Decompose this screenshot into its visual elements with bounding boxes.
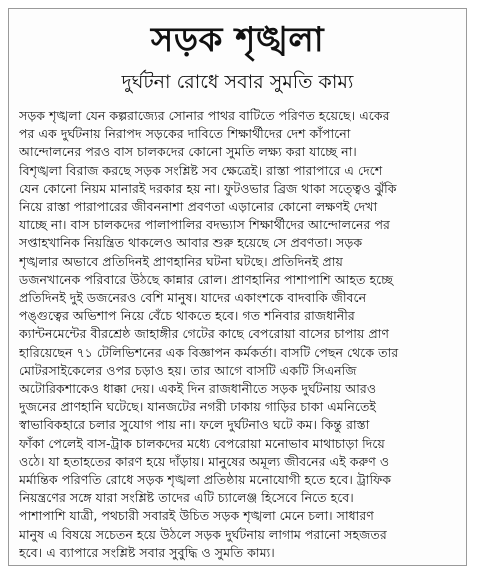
body-line: ডজনখানেক পরিবারে উঠছে কান্নার রোল। প্রাণহানির পাশাপাশি আহত হচ্ছে [19,271,394,287]
body-line: পঙ্গুত্বের অভিশাপ নিয়ে বেঁচে থাকতে হবে। গত শনিবার রাজধানীর [19,308,355,324]
body-line: যাচ্ছে না। বাস চালকদের পালাপালির বদভ্যাস শিক্ষার্থীদের আন্দোলনের পর [19,217,390,233]
body-line: অটোরিকশাকেও ধাক্কা দেয়। একই দিন রাজধানীতে সড়ক দুর্ঘটনায় আরও [19,381,377,397]
body-line: শৃঙ্খলার অভাবে প্রতিদিনই প্রাণহানির ঘটনা ঘটছে। প্রতিদিনই প্রায় [19,253,343,269]
body-line: হবে। এ ব্যাপারে সংশ্লিষ্ট সবার সুবুদ্ধি ও সুমতি কাম্য। [19,544,275,560]
body-line: ফাঁকা পেলেই বাস-ট্রাক চালকদের মধ্যে বেপরোয়া মনোভাব মাথাচাড়া দিয়ে [19,435,385,451]
body-line: পর এক দুর্ঘটনায় নিরাপদ সড়কের দাবিতে শিক্ষার্থীদের দেশ কাঁপানো [19,126,351,142]
newspaper-editorial-clipping [8,8,467,566]
body-line: যেন কোনো নিয়ম মানারই দরকার হয় না। ফুটওভার ব্রিজ থাকা সত্ত্বেও ঝুঁকি [19,180,397,196]
body-line: সড়ক শৃঙ্খলা যেন কল্পরাজ্যের সোনার পাথর বাটিতে পরিণত হয়েছে। একের [19,108,390,123]
body-line: নিয়ে রাস্তা পারাপারের জীবননাশা প্রবণতা এড়ানোর কোনো লক্ষণই দেখা [19,199,378,215]
body-line: দুজনের প্রাণহানি ঘটেছে। যানজটের নগরী ঢাকায় গাড়ির চাকা এমনিতেই [19,399,376,415]
subheadline: দুর্ঘটনা রোধে সবার সুমতি কাম্য [121,71,354,93]
article-body [19,107,456,562]
body-line: পাশাপাশি যাত্রী, পথচারী সবারই উচিত সড়ক শৃঙ্খলা মেনে চলা। সাধারণ [19,508,374,524]
body-line: ওঠে। যা হতাহতের কারণ হয়ে দাঁড়ায়। মানুষের অমূল্য জীবনের এই করুণ ও [19,453,390,469]
body-line: মর্মান্তিক পরিণতি রোধে সড়ক শৃঙ্খলা প্রতিষ্ঠায় মনোযোগী হতে হবে। ট্রাফিক [19,472,392,488]
body-line: আন্দোলনের পরও বাস চালকদের কোনো সুমতি লক্ষ্য করা যাচ্ছে না। [19,144,357,160]
body-line: সপ্তাহখানিক নিয়ন্ত্রিত থাকলেও আবার শুরু হয়েছে সে প্রবণতা। সড়ক [19,235,363,251]
body-line: স্বাভাবিকহারে চলার সুযোগ পায় না। ফলে দুর্ঘটনাও ঘটে কম। কিন্তু রাস্তা [19,417,370,433]
body-line: মোটরসাইকেলের ওপর চড়াও হয়। তার আগে বাসটি একটি সিএনজি [19,362,357,378]
headline: সড়ক শৃঙ্খলা [150,20,325,60]
body-line: হারিয়েছেন ৭১ টেলিভিশনের এক বিজ্ঞাপন কর্মকর্তা। বাসটি পেছন থেকে তার [19,344,399,360]
body-line: ক্যান্টনমেন্টের বীরশ্রেষ্ঠ জাহাঙ্গীর গেটের কাছে বেপরোয়া বাসের চাপায় প্রাণ [19,326,389,342]
body-line: বিশৃঙ্খলা বিরাজ করছে সড়ক সংশ্লিষ্ট সব ক্ষেত্রেই। রাস্তা পারাপারে এ দেশে [19,162,383,178]
body-line: নিয়ন্ত্রণের সঙ্গে যারা সংশ্লিষ্ট তাদের এটি চ্যালেঞ্জ হিসেবে নিতে হবে। [19,490,354,506]
body-line: মানুষ এ বিষয়ে সচেতন হয়ে উঠলে সড়ক দুর্ঘটনায় লাগাম পরানো সহজতর [19,526,387,542]
body-line: প্রতিদিনই দুই ডজনেরও বেশি মানুষ। যাদের একাংশকে বাদবাকি জীবনে [19,290,367,306]
